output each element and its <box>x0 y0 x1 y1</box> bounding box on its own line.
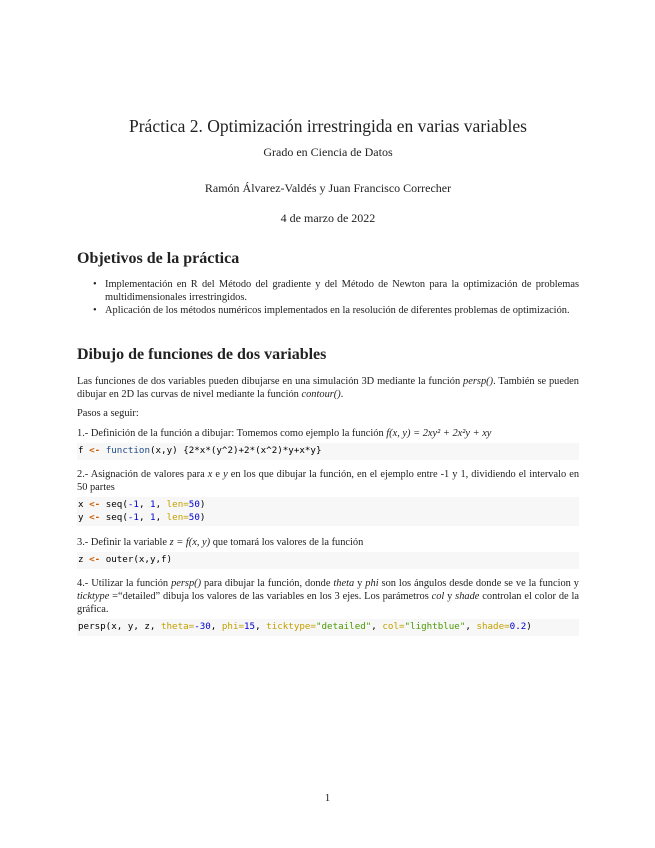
math-expression: x <box>207 469 213 480</box>
document-authors: Ramón Álvarez-Valdés y Juan Francisco Correcher <box>204 181 452 195</box>
code-token: ticktype= <box>266 621 316 632</box>
code-token: <- <box>89 499 101 510</box>
code-token: shade= <box>476 621 510 632</box>
code-token: 15 <box>244 621 256 632</box>
code-token: , <box>155 499 167 510</box>
code-token: len= <box>166 511 189 523</box>
code-token: (x,y) <box>149 445 178 456</box>
code-token: , <box>371 621 383 632</box>
code-token: seq( <box>105 499 128 510</box>
text-span: y <box>444 591 456 602</box>
code-token: len= <box>166 499 189 510</box>
code-token: 1 <box>150 511 156 523</box>
math-expression: y <box>223 469 228 480</box>
code-token: 1 <box>150 499 156 510</box>
intro-paragraph <box>77 375 579 401</box>
code-token: 0.2 <box>509 621 527 632</box>
text-span: 2.- Asignación de valores para <box>77 469 208 480</box>
code-token: <- <box>89 554 101 565</box>
math-expression: phi <box>365 578 379 589</box>
pasos-label: Pasos a seguir: <box>77 408 139 419</box>
list-item: • Aplicación de los métodos numéricos implementados en la resolución de diferentes problemas de optimización. <box>105 304 579 317</box>
param-name: ticktype <box>77 591 110 602</box>
math-expression: theta <box>333 578 355 589</box>
code-token: col= <box>382 621 405 632</box>
param-name: shade <box>455 591 480 602</box>
document-title: Práctica 2. Optimización irrestringida en varias variables <box>129 116 527 136</box>
code-token: z <box>78 554 84 565</box>
section-heading-dibujo: Dibujo de funciones de dos variables <box>77 346 327 363</box>
code-token: seq( <box>105 511 128 523</box>
code-token: ) <box>199 511 206 523</box>
step2-paragraph <box>77 468 579 494</box>
document-subtitle: Grado en Ciencia de Datos <box>263 145 393 159</box>
param-name: col <box>431 591 445 602</box>
text-span: 4.- Utilizar la función <box>77 578 172 589</box>
document-date: 4 de marzo de 2022 <box>280 211 376 225</box>
code-token: <- <box>89 445 101 456</box>
code-token: theta= <box>160 621 195 632</box>
text-span: 3.- Definir la variable <box>77 537 170 548</box>
code-token: ) <box>526 621 532 632</box>
code-token: ) <box>199 499 206 510</box>
text-span: . También se pueden dibujar en 2D las curvas de nivel mediante la función <box>77 376 579 400</box>
step4-paragraph <box>77 577 579 616</box>
code-token: persp(x, y, z, <box>78 621 161 632</box>
list-item: • Implementación en R del Método del gradiente y del Método de Newton para la optimización de problemas multidimensionales irrestringidos. <box>105 278 579 304</box>
code-token: 50 <box>188 499 200 510</box>
code-token: "lightblue" <box>404 621 466 632</box>
function-name: persp() <box>171 578 202 589</box>
math-expression: f(x, y) = 2xy² + 2x²y + xy <box>386 428 492 439</box>
section-heading-objetivos: Objetivos de la práctica <box>77 250 240 267</box>
text-span: . <box>340 389 344 400</box>
code-token: -30 <box>194 621 211 632</box>
step3-paragraph <box>77 536 579 549</box>
math-expression: z = f(x, y) <box>169 537 211 548</box>
code-token: y <box>78 511 84 523</box>
text-span: controlan el color de la gráfica. <box>77 591 580 615</box>
text-span: para dibujar la función, donde <box>201 578 334 589</box>
code-token: , <box>210 621 222 632</box>
text-span: y <box>354 578 366 589</box>
function-name: persp() <box>463 376 494 387</box>
text-span: son los ángulos desde donde se ve la funcion y <box>378 578 580 589</box>
code-token: function <box>105 445 150 456</box>
code-token: , <box>255 621 267 632</box>
text-span: e <box>212 469 224 480</box>
code-token: , <box>138 511 151 523</box>
code-block-step2 <box>77 497 579 526</box>
function-name: contour() <box>301 389 341 400</box>
code-token: 50 <box>188 511 200 523</box>
code-token: outer(x,y,f) <box>100 554 173 565</box>
objetivos-list <box>77 278 579 317</box>
code-token: x <box>78 499 84 510</box>
code-token: -1 <box>127 499 139 510</box>
text-span: que tomará los valores de la función <box>210 537 364 548</box>
code-block-step1 <box>77 443 579 460</box>
text-span: 1.- Definición de la función a dibujar: Tomemos como ejemplo la función <box>77 428 387 439</box>
code-block-step3 <box>77 552 579 569</box>
page-number: 1 <box>324 792 331 804</box>
text-span: en los que dibujar la función, en el ejemplo entre -1 y 1, dividiendo el intervalo en 50 partes <box>77 469 580 493</box>
code-token: phi= <box>221 621 245 632</box>
code-token: -1 <box>127 511 139 523</box>
code-token: , <box>155 511 167 523</box>
text-span: Las funciones de dos variables pueden dibujarse en una simulación 3D mediante la función <box>77 376 464 387</box>
code-token: , <box>465 621 477 632</box>
code-token: , <box>138 499 151 510</box>
code-token: "detailed" <box>315 621 372 632</box>
code-block-step4 <box>77 619 579 636</box>
code-token: f <box>78 445 84 456</box>
step1-paragraph <box>77 427 579 440</box>
code-token: {2*x*(y^2)+2*(x^2)*y+x*y} <box>177 445 322 456</box>
text-span: =“detailed” dibuja los valores de las variables en los 3 ejes. Los parámetros <box>109 591 432 602</box>
code-token: <- <box>89 511 101 523</box>
